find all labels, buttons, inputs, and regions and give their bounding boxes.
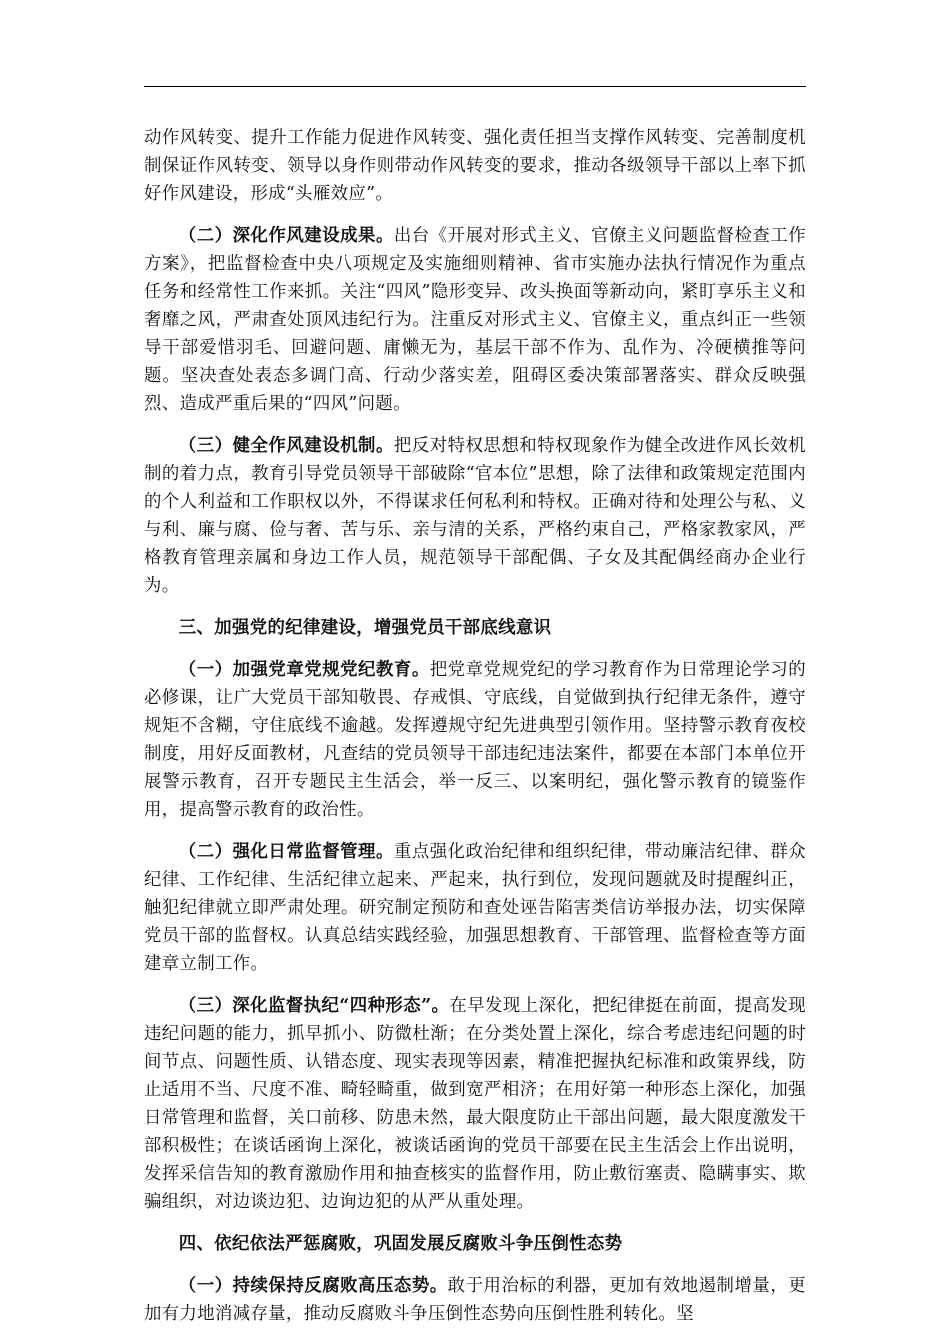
paragraph-text: 重点强化政治纪律和组织纪律，带动廉洁纪律、群众纪律、工作纪律、生活纪律立起来、严起来，执行到位，发现问题就及时提醒纠正，触犯纪律就立即严肃处理。研究制定预防和查处诬告陷害类信访举报办法，切实保障党员干部的监督权。认真总结实践经验，加强思想教育、干部管理、监督检查等方面建章立制工作。 [144,842,806,974]
paragraph-party-discipline-education [144,656,806,824]
paragraph-lead: （二）深化作风建设成果。 [178,226,394,246]
paragraph-lead: （一）持续保持反腐败高压态势。 [178,1276,448,1296]
paragraph-lead: （三）深化监督执纪“四种形态”。 [178,996,450,1016]
paragraph-text: 出台《开展对形式主义、官僚主义问题监督检查工作方案》，把监督检查中央八项规定及实施细则精神、省市实施办法执行情况作为重点任务和经常性工作来抓。关注“四风”隐形变异、改头换面等新动向，紧盯享乐主义和奢靡之风，严肃查处顶风违纪行为。注重反对形式主义、官僚主义，重点纠正一些领导干部爱惜羽毛、回避问题、庸懒无为，基层干部不作为、乱作为、冷硬横推等问题。坚决查处表态多调门高、行动少落实差，阻碍区委决策部署落实、群众反映强烈、造成严重后果的“四风”问题。 [144,226,806,414]
paragraph-lead: （三）健全作风建设机制。 [178,436,394,456]
paragraph-text: 把党章党规党纪的学习教育作为日常理论学习的必修课，让广大党员干部知敬畏、存戒惧、守底线，自觉做到执行纪律无条件，遵守规矩不含糊，守住底线不逾越。发挥遵规守纪先进典型引领作用。坚持警示教育夜校制度，用好反面教材，凡查结的党员领导干部违纪违法案件，都要在本部门本单位开展警示教育，召开专题民主生活会，举一反三、以案明纪，强化警示教育的镜鉴作用，提高警示教育的政治性。 [144,660,806,820]
paragraph-four-forms [144,992,806,1216]
paragraph-lead: （一）加强党章党规党纪教育。 [178,660,430,680]
opening-paragraph: 动作风转变、提升工作能力促进作风转变、强化责任担当支撑作风转变、完善制度机制保证作风转变、领导以身作则带动作风转变的要求，推动各级领导干部以上率下抓好作风建设，形成“头雁效应”。 [144,128,806,204]
paragraph-text: 把反对特权思想和特权现象作为健全改进作风长效机制的着力点，教育引导党员领导干部破除“官本位”思想，除了法律和政策规定范围内的个人利益和工作职权以外，不得谋求任何私利和特权。正确对待和处理公与私、义与利、廉与腐、俭与奢、苦与乐、亲与清的关系，严格约束自己，严格家教家风，严格教育管理亲属和身边工作人员，规范领导干部配偶、子女及其配偶经商办企业行为。 [144,436,806,596]
header-rule [144,86,806,87]
document-body [144,124,806,1342]
paragraph-lead: （二）强化日常监督管理。 [178,842,394,862]
paragraph-anti-corruption-pressure [144,1272,806,1328]
paragraph-text: 敢于用治标的利器，更加有效地遏制增量，更加有力地消减存量，推动反腐败斗争压倒性态势向压倒性胜利转化。坚 [144,1276,806,1324]
paragraph-improve-style-mechanism [144,432,806,600]
paragraph-deepen-style-results [144,222,806,418]
section-heading-3: 三、加强党的纪律建设，增强党员干部底线意识 [178,618,552,638]
paragraph-daily-supervision [144,838,806,978]
paragraph-text: 在早发现上深化，把纪律挺在前面，提高发现违纪问题的能力，抓早抓小、防微杜渐；在分类处置上深化，综合考虑违纪问题的时间节点、问题性质、认错态度、现实表现等因素，精准把握执纪标准和政策界线，防止适用不当、尺度不准、畸轻畸重，做到宽严相济；在用好第一种形态上深化，加强日常管理和监督，关口前移、防患未然，最大限度防止干部出问题，最大限度激发干部积极性；在谈话函询上深化，被谈话函询的党员干部要在民主生活会上作出说明，发挥采信告知的教育激励作用和抽查核实的监督作用，防止敷衍塞责、隐瞒事实、欺骗组织，对边谈边犯、边询边犯的从严从重处理。 [144,996,806,1212]
section-heading-4: 四、依纪依法严惩腐败，巩固发展反腐败斗争压倒性态势 [178,1234,623,1254]
